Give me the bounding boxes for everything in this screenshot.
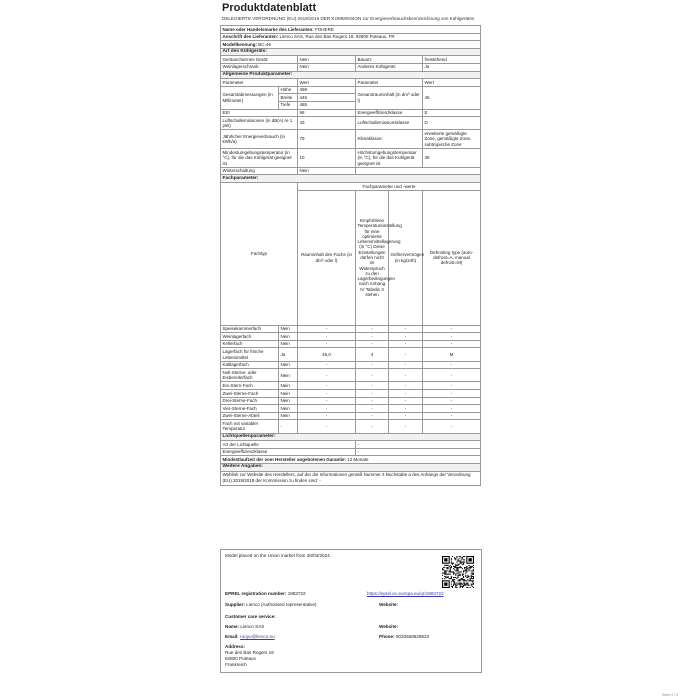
light-section-label: Lichtquellenparameter: [221,433,481,441]
customer-care-label: Customer care service: [225,614,276,619]
compartment-volume: - [298,390,356,398]
compartment-temp: 4 [356,348,389,361]
compartment-volume: - [298,340,356,348]
general-section-label: Allgemeine Produktparameter: [221,71,481,79]
compartment-present: Nein [279,333,298,341]
compartment-col-headers: Rauminhalt des Fachs (in dm³ oder l) Empfohlene Temperatureinstellung für eine optimierte Lebensmittellagerung (in °C) Diese Einstellungen dürfen nicht im Widerspruch zu den Lagerbedingungen nach Anhang IV Tabelle 3 stehen Gefriervermögen (in kg/24h) Defrosting type (auto-defrost=A, manual defrost=M) [221,190,481,325]
compartment-freeze: - [389,361,423,369]
compartment-freeze: - [389,390,423,398]
supplier-address-label: Anschrift des Lieferanten: [222,34,279,40]
supplier-name-label: Name oder Handelsmarke des Lieferanten: [222,26,314,32]
compartment-rows [221,325,481,433]
compartment-defrost: - [423,420,481,433]
compartment-temp: - [356,333,389,341]
warranty-row [221,456,481,464]
compartment-temp: - [356,382,389,390]
eprel-link[interactable]: https://eprel.ec.europa.eu/qr/1983722 [367,591,444,596]
compartment-present: Nein [279,412,298,420]
compartment-row [221,390,481,398]
address-line-2: 92800 Puteaux [225,656,256,661]
compartment-name: Vier-Sterne-Fach [221,405,279,413]
compartment-row [221,369,481,382]
compartment-volume: - [298,325,356,333]
address-label: Address: [225,644,245,649]
compartment-present: Nein [279,390,298,398]
compartment-defrost: - [423,412,481,420]
compartment-temp: - [356,340,389,348]
compartment-name: Speisekammerfach [221,325,279,333]
compartment-temp: - [356,325,389,333]
compartment-freeze: - [389,333,423,341]
compartment-name: Kaltlagerfach [221,361,279,369]
warranty-value: 12 Monate [347,456,369,462]
website2-label: Website: [379,624,399,629]
compartment-defrost: M [423,348,481,361]
compartment-freeze: - [389,348,423,361]
eprel-info-box [220,549,482,673]
compartment-group-header: Fachparameter und -werte [298,183,481,191]
name-value: Lienco SAS [240,624,265,629]
email-label: Email: [225,634,239,639]
type-row: Weinlagerschrank: Nein Anderes Kühlgerät: Ja [221,63,481,71]
compartment-temp: - [356,405,389,413]
phone-value: 0033658628923 [395,634,430,639]
compartment-volume: - [298,361,356,369]
compartment-name: Drei-Sterne-Fach [221,397,279,405]
market-placement-text: Model placed on the Union market from 28/03/2024. [225,553,331,558]
address-line-1: Rue des Bas Rogers 18 [225,650,274,655]
compartment-name: Ein-Stern-Fach [221,382,279,390]
model-id: BC-46 [258,41,272,47]
compartment-volume: - [298,420,356,433]
compartment-freeze: - [389,405,423,413]
compartment-present: Nein [279,405,298,413]
more-section-label: Weitere Angaben: [221,463,481,471]
phone-label: Phone: [379,634,395,639]
compartment-temp: - [356,397,389,405]
compartment-present: Ja [279,348,298,361]
compartment-freeze: - [389,397,423,405]
light-row: Energieeffizienzklasse - [221,448,481,456]
type-row: Geräuscharmes Gerät: Nein Bauart: freistehend [221,56,481,64]
data-table [220,25,481,486]
compartment-name: Null-Sterne- oder Eisbereiterfach [221,369,279,382]
compartment-section-label: Fachparameter: [221,175,481,183]
compartment-freeze: - [389,340,423,348]
compartment-defrost: - [423,390,481,398]
supplier-name: FOHERE [315,26,334,32]
model-label: Modellkennung: [222,41,257,47]
compartment-present: Nein [279,361,298,369]
compartment-name: Fach mit variabler Temperatur [221,420,279,433]
compartment-type-header: Fachtyp [221,183,298,326]
compartment-row [221,397,481,405]
compartment-temp: - [356,369,389,382]
light-row: Art der Lichtquelle - [221,441,481,449]
compartment-temp: - [356,420,389,433]
compartment-defrost: - [423,405,481,413]
website-label: Website: [379,602,399,607]
general-row: EEI 98 Energieeffizienzklasse E [221,109,481,117]
compartment-name: Zwei-Sterne-Abteil [221,412,279,420]
compartment-freeze: - [389,412,423,420]
dimensions-label: Gesamtabmessungen (in Millimeter) [221,86,279,109]
compartment-volume: - [298,397,356,405]
supplier-address-row [221,33,481,41]
compartment-defrost: - [423,369,481,382]
compartment-volume: - [298,405,356,413]
eprel-label: EPREL registration number: [225,591,287,596]
compartment-present: Nein [279,340,298,348]
dimension-row: Breite 445 [221,94,481,102]
compartment-row [221,405,481,413]
compartment-defrost: - [423,325,481,333]
compartment-row [221,325,481,333]
compartment-defrost: - [423,361,481,369]
compartment-present: Nein [279,382,298,390]
param-header-row: Parameter Wert Parameter Wert [221,79,481,87]
supplier-name-row [221,26,481,34]
general-header-row [221,71,481,79]
compartment-present: Nein [279,325,298,333]
compartment-defrost: - [423,340,481,348]
compartment-volume: - [298,382,356,390]
compartment-temp: - [356,361,389,369]
type-section-label: Art des Kühlgeräts: [221,48,481,56]
page-title: Produktdatenblatt [222,2,317,14]
light-header-row [221,433,481,441]
more-row [221,471,481,485]
address-line-3: Frankreich [225,662,247,667]
more-header-row [221,463,481,471]
dimension-row: Gesamtabmessungen (in Millimeter) Höhe 498 Gesamtrauminhalt (in dm³ oder l) 46 [221,86,481,94]
general-row: Luftschallemissionen (in dB(A) re 1 pW) 43 Luftschallemissionsklasse D [221,117,481,130]
compartment-row [221,382,481,390]
compartment-row [221,420,481,433]
compartment-freeze: - [389,369,423,382]
compartment-row [221,361,481,369]
supplier-label: Supplier: [225,602,245,607]
general-row: Jährlicher Energieverbrauch (in kWh/a) 79 Klimaklasse: erweiterte gemäßigte Zone, gemäßigte Zone, subtropische Zone [221,130,481,149]
compartment-defrost: - [423,382,481,390]
compartment-name: Kellerfach [221,340,279,348]
qr-code-icon[interactable] [442,556,474,588]
eprel-number: 1983722 [287,591,306,596]
compartment-present: - [279,420,298,433]
supplier-value: Lienco (Authorised representative) [246,602,317,607]
page-footer: Seite 2 / 2 [662,693,679,697]
compartment-temp: - [356,390,389,398]
compartment-volume: - [298,369,356,382]
compartment-present: Nein [279,369,298,382]
compartment-row [221,348,481,361]
winter-row: Winterschaltung Nein [221,167,481,175]
product-data-sheet [220,0,480,486]
compartment-group-row [221,183,481,191]
compartment-name: Zwei-Sterne-Fach [221,390,279,398]
compartment-header-row [221,175,481,183]
regulation-subtitle: DELEGIERTE VERORDNUNG (EU) 2019/2016 DER KOMMISSION zur Energieverbrauchskennzeichnung von Kühlgeräten [222,16,475,21]
model-row [221,41,481,49]
compartment-name: Weinlagerfach [221,333,279,341]
compartment-present: Nein [279,397,298,405]
compartment-name: Lagerfach für frische Lebensmittel [221,348,279,361]
dimension-row: Tiefe 465 [221,101,481,109]
compartment-row [221,340,481,348]
compartment-row [221,333,481,341]
email-link[interactable]: ruoyu@lienco.eu [240,634,275,639]
compartment-defrost: - [423,333,481,341]
supplier-address: Lienco SAS, Rue des Bas Rogers 18, 92800 Puteaux, FR [279,34,395,40]
compartment-volume: 46,0 [298,348,356,361]
compartment-temp: - [356,412,389,420]
compartment-freeze: - [389,325,423,333]
warranty-label: Mindestlaufzeit der vom Hersteller angebotenen Garantie: [222,456,347,462]
compartment-volume: - [298,412,356,420]
type-header-row [221,48,481,56]
name-label: Name: [225,624,240,629]
compartment-volume: - [298,333,356,341]
general-row: Mindestumgebungstemperatur (in °C), für die das Kühlgerät geeignet ist 10 Höchstumgebungstemperatur (in °C), für die das Kühlgerät geeignet ist 38 [221,149,481,168]
compartment-freeze: - [389,382,423,390]
compartment-row [221,412,481,420]
compartment-freeze: - [389,420,423,433]
compartment-defrost: - [423,397,481,405]
more-text: Weblink zur Website des Herstellers, auf der die Informationen gemäß Nummer 4 Buchstabe a des Anhangs der Verordnung (EU) 2019/2019 der Kommission zu finden sind: - [221,471,481,485]
